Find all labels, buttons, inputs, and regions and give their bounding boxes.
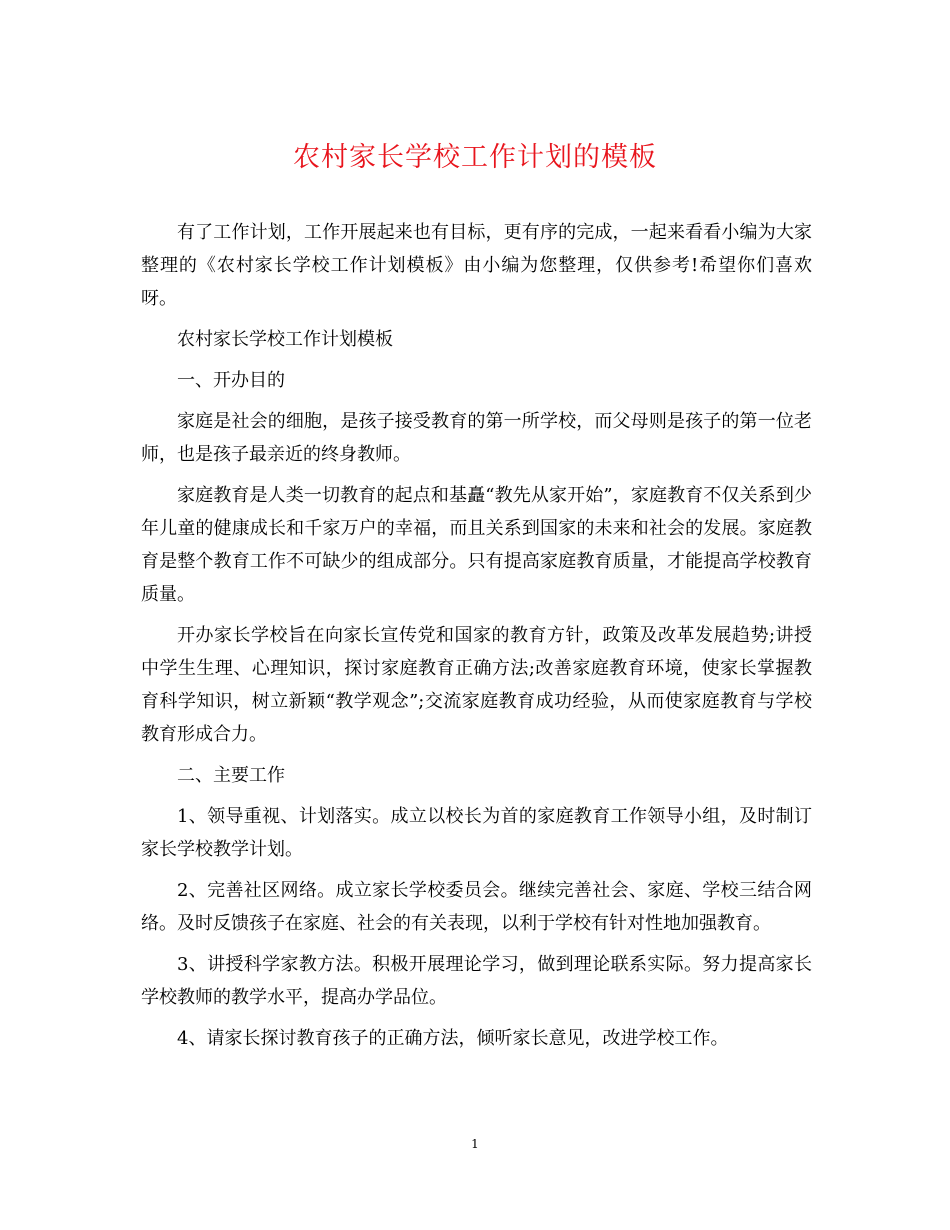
paragraph-school-purpose: 开办家长学校旨在向家长宣传党和国家的教育方针，政策及改革发展趋势;讲授中学生生理、心理知识，探讨家庭教育正确方法;改善家庭教育环境，使家长掌握教育科学知识，树立新颖“教学观念”;交流家庭教育成功经验，从而使家庭教育与学校教育形成合力。 [141,625,812,745]
section-heading-main-work: 二、主要工作 [177,765,285,786]
paragraph-subtitle: 农村家长学校工作计划模板 [177,329,393,350]
document-body [141,216,812,1063]
list-item-4: 4、请家长探讨教育孩子的正确方法，倾听家长意见，改进学校工作。 [177,1028,729,1049]
document-title: 农村家长学校工作计划的模板 [293,142,657,173]
list-item-1: 1、领导重视、计划落实。成立以校长为首的家庭教育工作领导小组，及时制订家长学校教学计划。 [141,806,812,860]
paragraph-family-education: 家庭教育是人类一切教育的起点和基矗“教先从家开始”，家庭教育不仅关系到少年儿童的健康成长和千家万户的幸福，而且关系到国家的未来和社会的发展。家庭教育是整个教育工作不可缺少的组成部分。只有提高家庭教育质量，才能提高学校教育质量。 [141,485,812,605]
paragraph-family-cell: 家庭是社会的细胞，是孩子接受教育的第一所学校，而父母则是孩子的第一位老师，也是孩子最亲近的终身教师。 [141,411,812,465]
page-number: 1 [471,1137,479,1151]
paragraph-intro: 有了工作计划，工作开展起来也有目标，更有序的完成，一起来看看小编为大家整理的《农村家长学校工作计划模板》由小编为您整理，仅供参考!希望你们喜欢呀。 [141,222,812,309]
list-item-2: 2、完善社区网络。成立家长学校委员会。继续完善社会、家庭、学校三结合网络。及时反馈孩子在家庭、社会的有关表现，以利于学校有针对性地加强教育。 [141,880,812,934]
section-heading-purpose: 一、开办目的 [177,370,285,391]
list-item-3: 3、讲授科学家教方法。积极开展理论学习，做到理论联系实际。努力提高家长学校教师的教学水平，提高办学品位。 [141,954,812,1008]
